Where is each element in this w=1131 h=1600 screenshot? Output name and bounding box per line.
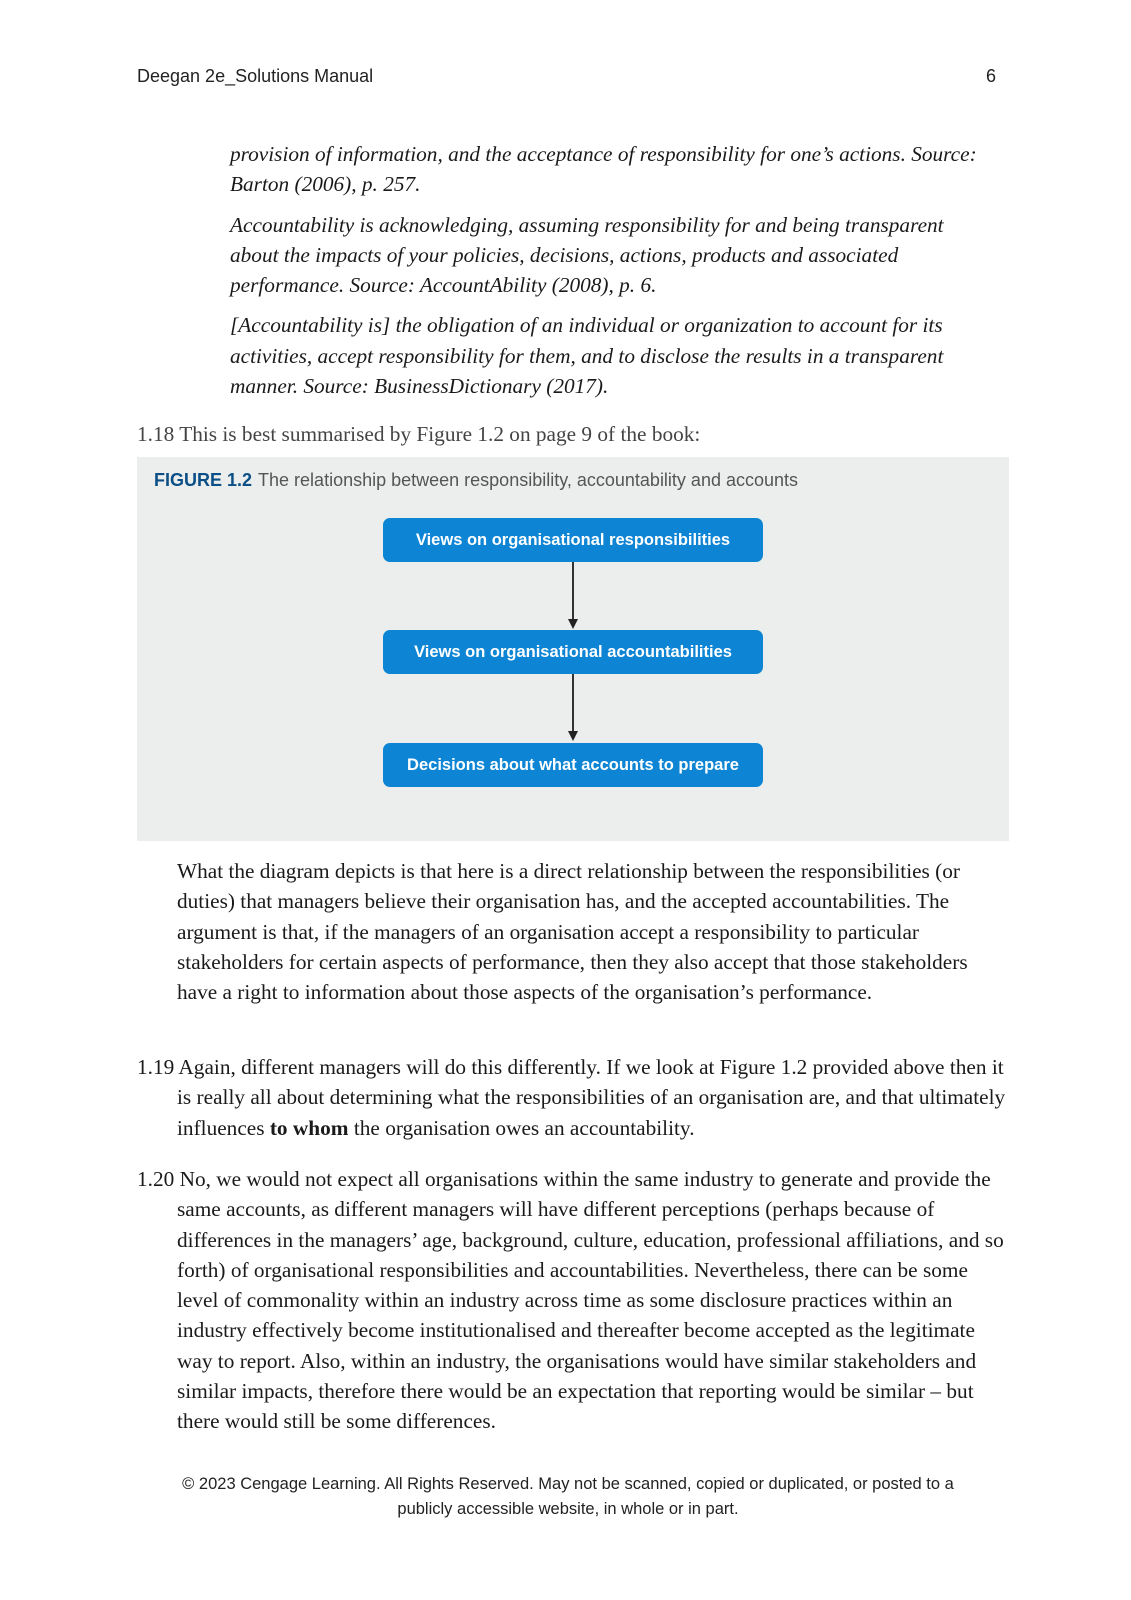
arrow-line-1 bbox=[572, 562, 574, 622]
figure-title bbox=[154, 470, 798, 491]
answer-1-18-text: 1.18 This is best summarised by Figure 1.2 on page 9 of the book: bbox=[137, 422, 701, 446]
quote-barton: provision of information, and the acceptance of responsibility for one’s actions. Source: Barton (2006), p. 257. bbox=[230, 142, 977, 197]
answer-1-19-text bbox=[137, 1052, 1007, 1143]
box-accounts: Decisions about what accounts to prepare bbox=[383, 743, 763, 787]
page-header bbox=[137, 66, 996, 87]
figure-caption: The relationship between responsibility, accountability and accounts bbox=[258, 470, 799, 490]
footer-line-2: publicly accessible website, in whole or in part. bbox=[397, 1500, 739, 1518]
arrow-down-icon bbox=[568, 619, 578, 629]
arrow-down-icon bbox=[568, 731, 578, 741]
answer-1-19-after: the organisation owes an accountability. bbox=[348, 1115, 695, 1140]
quote-block bbox=[230, 139, 990, 411]
arrow-line-2 bbox=[572, 674, 574, 734]
figure-1-2 bbox=[137, 457, 1009, 841]
figure-explanation: What the diagram depicts is that here is a direct relationship between the responsibilities (or duties) that managers believe their organisation has, and the accepted accountabilities. The argument is that, if the managers of an organisation accept a responsibility to particular stakeholders for certain aspects of performance, then they also accept that those stakeholders have a right to information about those aspects of the organisation’s performance. bbox=[177, 859, 968, 1005]
box-accountabilities: Views on organisational accountabilities bbox=[383, 630, 763, 674]
answer-1-20-text: 1.20 No, we would not expect all organisations within the same industry to generate and provide the same accounts, as different managers will have different perceptions (perhaps because of differences in the managers’ age, background, culture, education, professional affiliations, and so forth) of organisational responsibilities and accountabilities. Nevertheless, there can be some level of commonality within an industry across time as some disclosure practices within an industry effectively become institutionalised and thereafter become accepted as the legitimate way to report. Also, within an industry, the organisations would have similar stakeholders and similar impacts, therefore there would be an expectation that reporting would be similar – but there would still be some differences. bbox=[137, 1167, 1004, 1434]
figure-label: FIGURE 1.2 bbox=[154, 470, 253, 490]
quote-accountability: Accountability is acknowledging, assuming responsibility for and being transparent about the impacts of your policies, decisions, actions, products and associated performance. Source: AccountAbility (2008), p. 6. bbox=[230, 212, 944, 298]
answer-1-19-bold: to whom bbox=[269, 1115, 349, 1140]
footer-line-1: © 2023 Cengage Learning. All Rights Reserved. May not be scanned, copied or duplicated, or posted to a bbox=[182, 1475, 954, 1493]
copyright-footer bbox=[150, 1472, 986, 1522]
document-title: Deegan 2e_Solutions Manual bbox=[137, 66, 374, 86]
answer-1-19-before: 1.19 Again, different managers will do this differently. If we look at Figure 1.2 provided above then it is really all about determining what the responsibilities of an organisation are, and that ultimately influences bbox=[137, 1055, 1006, 1140]
answer-1-20 bbox=[137, 1164, 1007, 1437]
quote-businessdictionary: [Accountability is] the obligation of an individual or organization to account for its activities, accept responsibility for them, and to disclose the results in a transparent manner. Source: BusinessDictionary (2017). bbox=[230, 313, 944, 399]
answer-1-18 bbox=[137, 419, 1007, 449]
box-responsibilities: Views on organisational responsibilities bbox=[383, 518, 763, 562]
page-number: 6 bbox=[985, 66, 996, 86]
answer-1-19 bbox=[137, 1052, 1007, 1143]
